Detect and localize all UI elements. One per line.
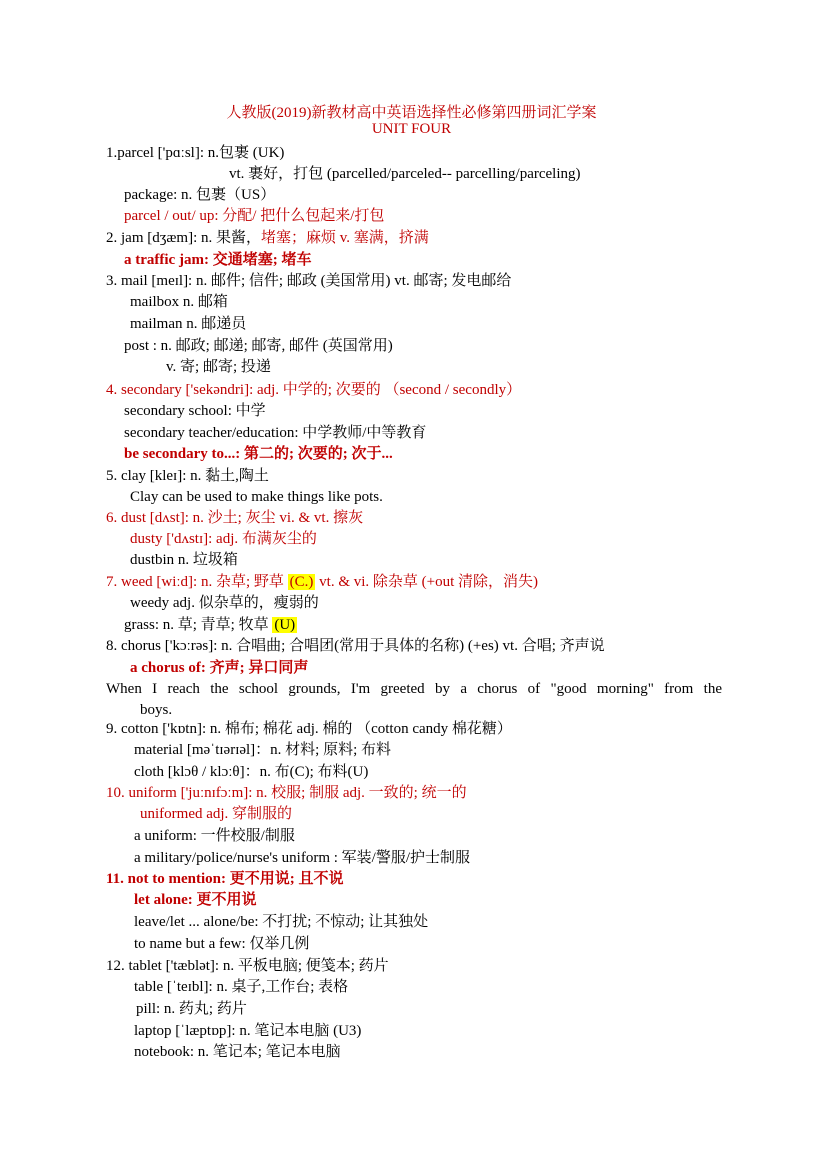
entry-chorus-example: When I reach the school grounds, I'm greeted by a chorus of "good morning" from the	[106, 681, 722, 697]
entry-package: package: n. 包裹（US）	[124, 187, 276, 203]
entry-jam-red: 堵塞；麻烦 v. 塞满，挤满	[260, 230, 429, 246]
entry-military-uniform: a military/police/nurse's uniform : 军装/警服/护士制服	[134, 850, 470, 866]
entry-parcel-phrase: parcel / out/ up: 分配/ 把什么包起来/打包	[124, 208, 385, 224]
entry-to-name-but-a-few: to name but a few: 仅举几例	[134, 936, 310, 952]
entry-uniform: 10. uniform ['juːnɪfɔːm]: n. 校服; 制服 adj. 一致的; 统一的	[106, 785, 467, 801]
entry-not-to-mention: 11. not to mention: 更不用说; 且不说	[106, 871, 344, 887]
entry-weed-verb: vt. & vi. 除杂草 (+out 清除，消失)	[319, 574, 539, 590]
entry-dust: 6. dust [dʌst]: n. 沙土; 灰尘 vi. & vt. 擦灰	[106, 510, 364, 526]
entry-material: material [məˈtɪərɪəl]：n. 材料; 原料; 布料	[134, 742, 392, 758]
entry-let-alone: let alone: 更不用说	[134, 892, 257, 908]
entry-secondary: 4. secondary ['sekəndri]: adj. 中学的; 次要的 （second / secondly）	[106, 382, 522, 398]
entry-be-secondary-to: be secondary to...: 第二的; 次要的; 次于...	[124, 446, 393, 462]
entry-jam	[106, 228, 429, 248]
entry-clay: 5. clay [kleɪ]: n. 黏土,陶土	[106, 468, 269, 484]
entry-mailbox: mailbox n. 邮箱	[130, 294, 228, 310]
entry-chorus: 8. chorus ['kɔːrəs]: n. 合唱曲; 合唱团(常用于具体的名称) (+es) vt. 合唱; 齐声说	[106, 638, 605, 654]
countable-highlight: (C.)	[289, 574, 314, 590]
entry-grass-text: grass: n. 草; 青草; 牧草	[124, 617, 269, 633]
entry-dusty: dusty ['dʌstɪ]: adj. 布满灰尘的	[130, 531, 317, 547]
entry-parcel-verb: vt. 裹好，打包 (parcelled/parceled-- parcelling/parceling)	[229, 166, 581, 182]
entry-secondary-school: secondary school: 中学	[124, 403, 266, 419]
document-title: 人教版(2019)新教材高中英语选择性必修第四册词汇学案	[226, 105, 597, 121]
entry-chorus-example-cont: boys.	[140, 702, 173, 718]
entry-leave-alone: leave/let ... alone/be: 不打扰; 不惊动; 让其独处	[134, 914, 429, 930]
entry-pill: pill: n. 药丸; 药片	[136, 1001, 247, 1017]
entry-weedy: weedy adj. 似杂草的，瘦弱的	[130, 595, 319, 611]
entry-a-uniform: a uniform: 一件校服/制服	[134, 828, 295, 844]
entry-traffic-jam: a traffic jam: 交通堵塞; 堵车	[124, 252, 312, 268]
entry-secondary-teacher: secondary teacher/education: 中学教师/中等教育	[124, 425, 427, 441]
entry-cloth: cloth [klɔθ / klɔːθ]：n. 布(C); 布料(U)	[134, 764, 369, 780]
entry-cotton: 9. cotton ['kɒtn]: n. 棉布; 棉花 adj. 棉的 （cotton candy 棉花糖）	[106, 721, 512, 737]
unit-heading: UNIT FOUR	[371, 121, 452, 137]
entry-mailman: mailman n. 邮递员	[130, 316, 247, 332]
entry-clay-example: Clay can be used to make things like pots.	[130, 489, 383, 505]
entry-a-chorus-of: a chorus of: 齐声; 异口同声	[130, 660, 309, 676]
entry-uniformed: uniformed adj. 穿制服的	[140, 806, 293, 822]
entry-weed-noun: 7. weed [wiːd]: n. 杂草; 野草	[106, 574, 284, 590]
entry-laptop: laptop [ˈlæptɒp]: n. 笔记本电脑 (U3)	[134, 1023, 362, 1039]
entry-notebook: notebook: n. 笔记本; 笔记本电脑	[134, 1044, 341, 1060]
uncountable-highlight: (U)	[274, 617, 296, 633]
entry-grass	[124, 615, 297, 635]
entry-parcel: 1.parcel ['pɑːsl]: n.包裹 (UK)	[106, 145, 285, 161]
entry-mail: 3. mail [meɪl]: n. 邮件; 信件; 邮政 (美国常用) vt. 邮寄; 发电邮给	[106, 273, 512, 289]
entry-post-verb: v. 寄; 邮寄; 投递	[166, 359, 271, 375]
entry-tablet: 12. tablet ['tæblət]: n. 平板电脑; 便笺本; 药片	[106, 958, 389, 974]
entry-weed	[106, 572, 538, 592]
entry-table: table [ˈteɪbl]: n. 桌子,工作台; 表格	[134, 979, 349, 995]
entry-post: post : n. 邮政; 邮递; 邮寄, 邮件 (英国常用)	[124, 338, 393, 354]
entry-dustbin: dustbin n. 垃圾箱	[130, 552, 238, 568]
entry-jam-main: 2. jam [dʒæm]: n. 果酱，	[106, 230, 261, 246]
